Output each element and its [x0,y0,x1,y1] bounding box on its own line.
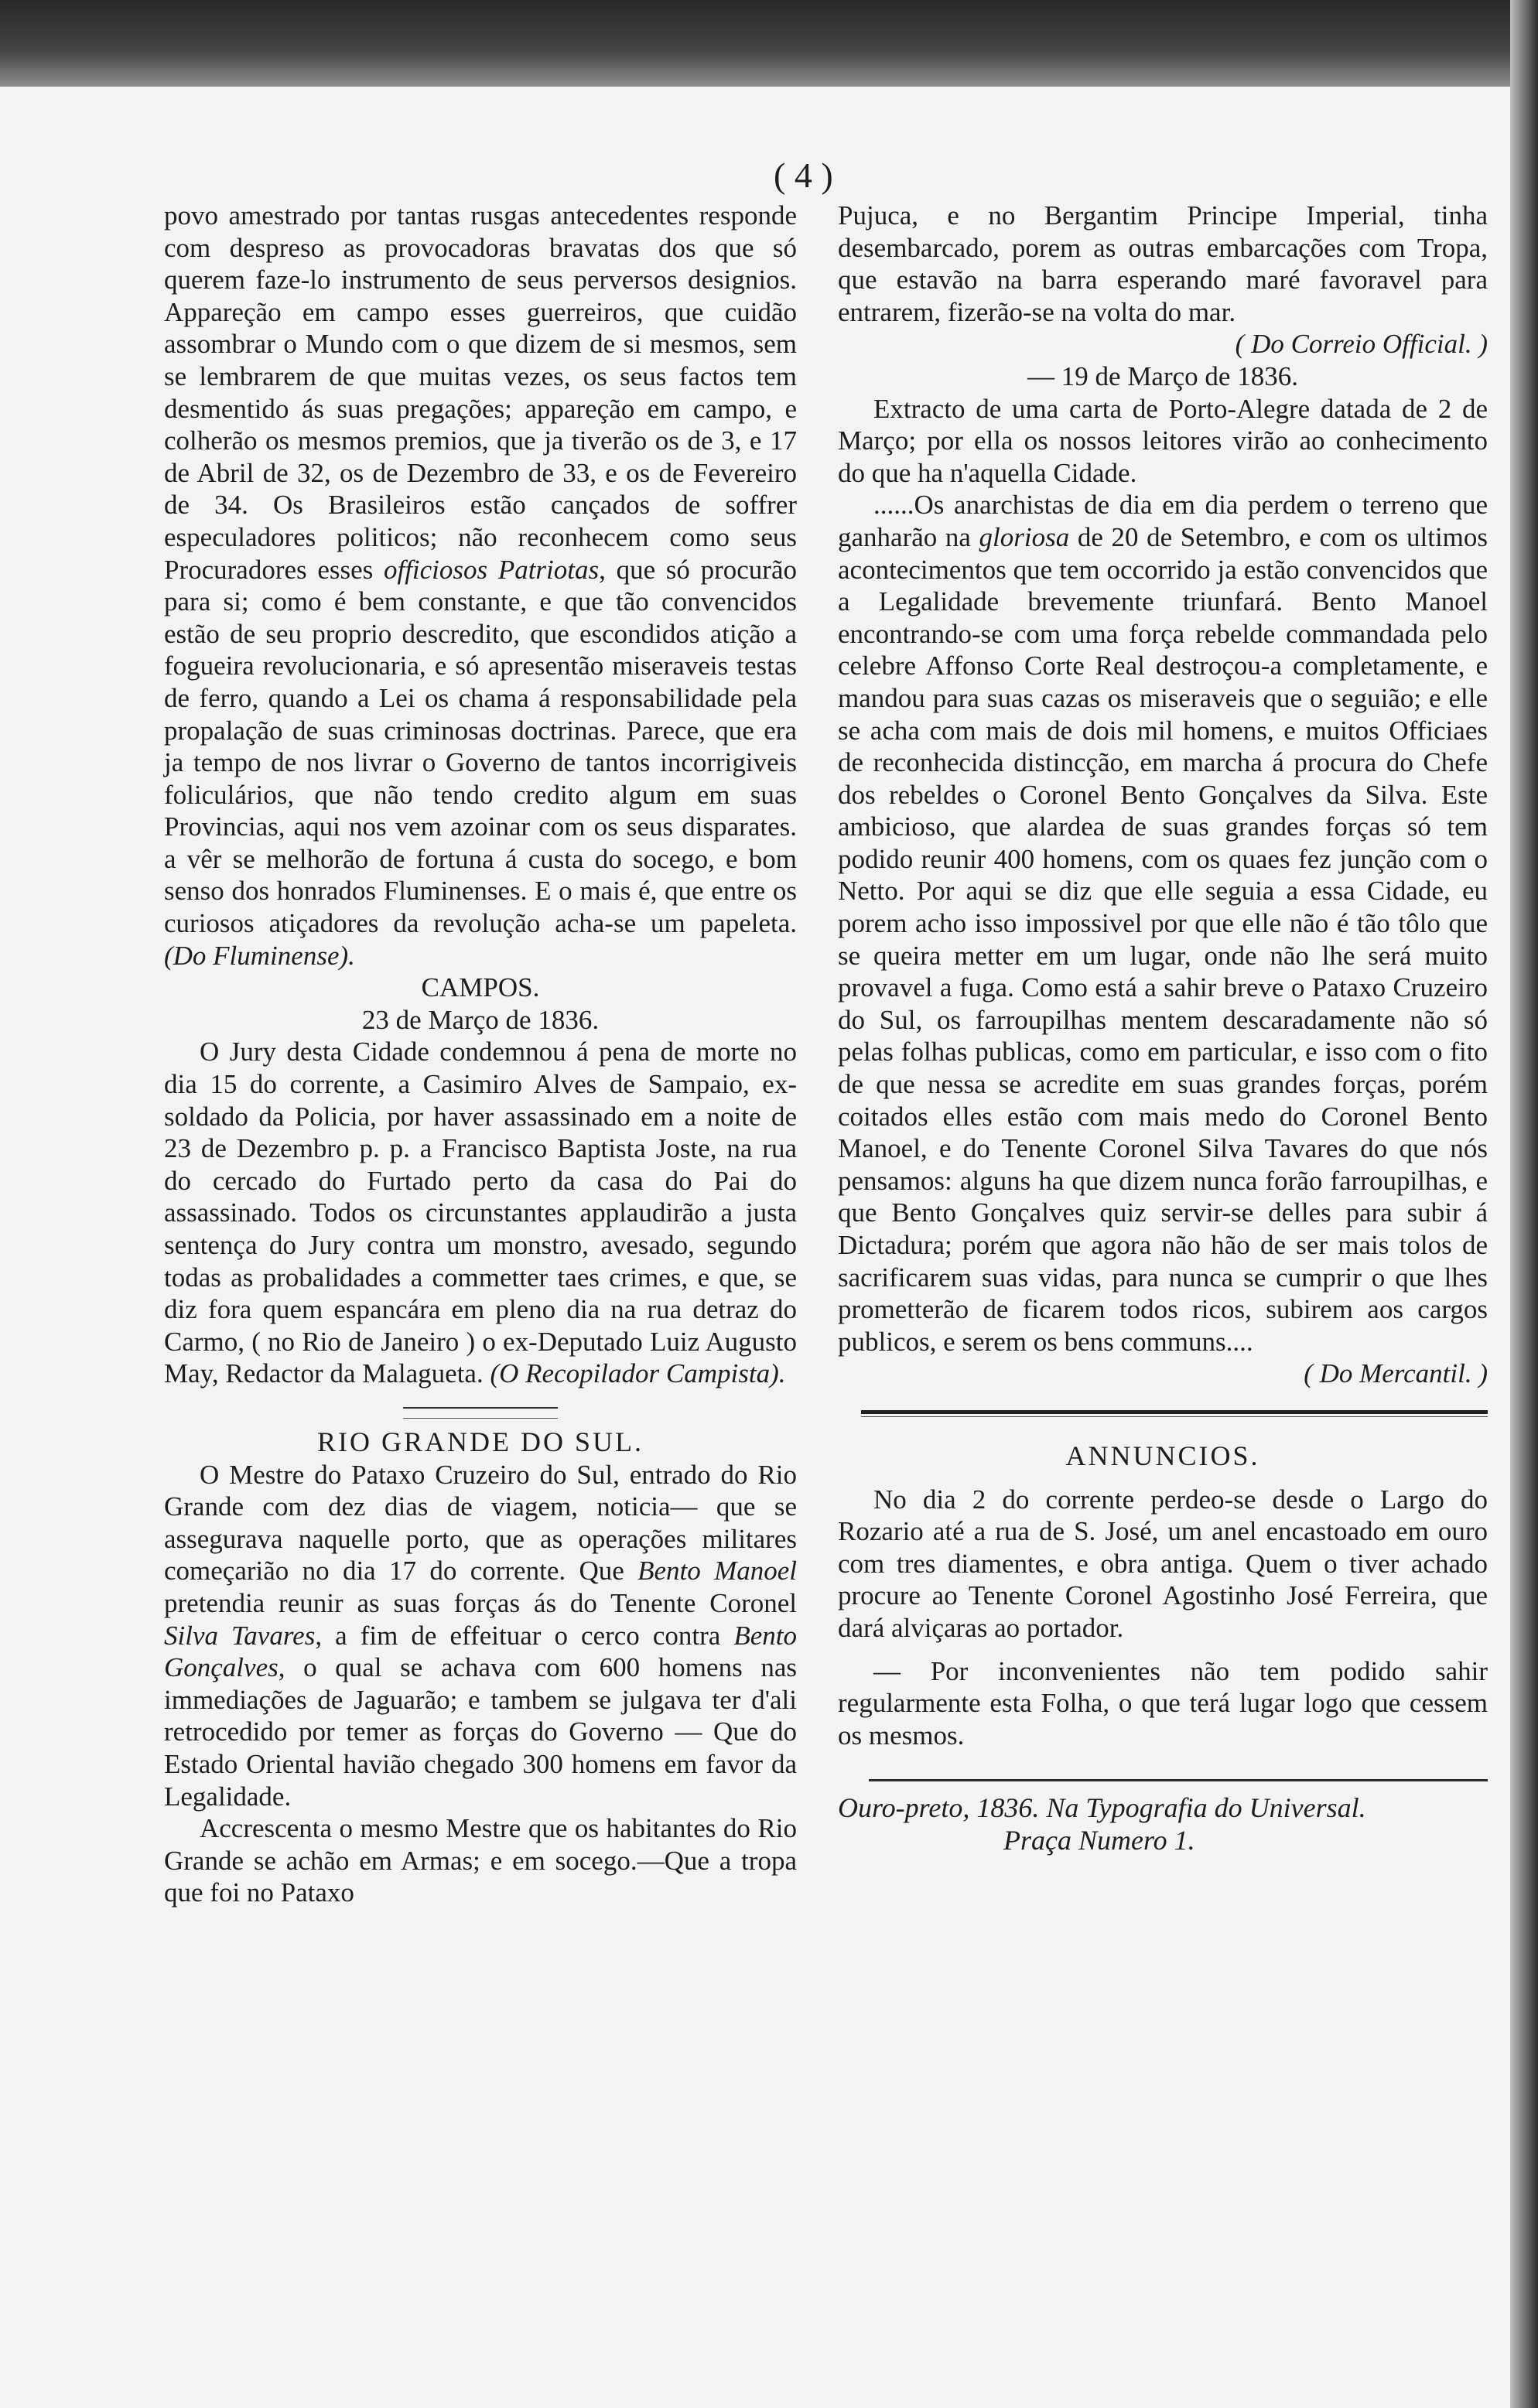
article-rio-grande [164,1459,797,1813]
italic-name: Bento Gonçalves [164,1620,797,1683]
scan-binding-edge [1510,0,1538,2408]
section-heading-campos: CAMPOS. [421,972,540,1003]
article-text: pretendia reunir as suas forças ás do Tenente Coronel [164,1587,797,1618]
article-text: O Jury desta Cidade condemnou á pena de morte no dia 15 do corrente, a Casimiro Alves de Sampaio, ex-soldado da Policia, por haver assassinado em a noite de 23 de Dezembro p. p. a Francisco Baptista Joste, na rua do cercado do Furtado perto da casa do Pai do assassinado. Todos os circunstantes applaudirão a justa sentença do Jury contra um monstro, avesado, segundo todas as probalidades a commetter taes crimes, e que, se diz fora quem espancára em pleno dia na rua detraz do Carmo, ( no Rio de Janeiro ) o ex-Deputado Luiz Augusto May, Redactor da Malagueta. [164,1037,797,1389]
article-text: povo amestrado por tantas rusgas antecedentes responde com despreso as provocadoras bravatas dos que só querem faze-lo instrumento de seus perversos designios. Appareção em campo esses guerreiros, que cuidão assombrar o Mundo com o que dizem de si mesmos, sem se lembrarem de que muitas vezes, os seus factos tem desmentido ás suas pregações; appareção em campo, e colherão os mesmos premios, que ja tiverão os de 3, e 17 de Abril de 32, os de Dezembro de 33, e os de Fevereiro de 34. Os Brasileiros estão cançados de soffrer especuladores politicos; não reconhecem como seus Procuradores esses [164,200,797,585]
announcement-notice: — Por inconvenientes não tem podido sahir regularmente esta Folha, o que terá lugar logo que cessem os mesmos. [838,1655,1488,1750]
letter-text [838,489,1488,1358]
imprint-address: Praça Numero 1. [1003,1824,1195,1856]
italic-name: Bento Manoel [637,1556,797,1587]
source-citation: ( Do Mercantil. ) [1304,1358,1488,1389]
article-text: , que só procurão para si; como é bem constante, e que tão convencidos estão de seu proprio descredito, que escondidos atição a fogueira revolucionaria, e só apresentão miseraveis testas de ferro, quando a Lei os chama á responsabilidade pela propalação de suas criminosas doctrinas. Parece, que era ja tempo de nos livrar o Governo de tantos incorrigiveis foliculários, que não tendo credito algum em suas Provincias, aqui nos vem azoinar com os seus disparates. a vêr se melhorão de fortuna á custa do socego, e bom senso dos honrados Fluminenses. E o mais é, que entre os curiosos atiçadores da revolução acha-se um papeleta. [164,554,797,939]
letter-intro: Extracto de uma carta de Porto-Alegre datada de 2 de Março; por ella os nossos leitores virão ao conhecimento do que ha n'aquella Cidade. [838,393,1488,488]
dateline: — 19 de Março de 1836. [1027,360,1298,391]
source-citation: (O Recopilador Campista). [490,1358,786,1389]
italic-phrase: officiosos Patriotas [383,554,600,585]
ornamental-divider [403,1407,558,1419]
left-column [164,200,797,1909]
article-text: , o qual se achava com 600 homens nas immediações de Jaguarão; e tambem se julgava ter d'ali retrocedido por temer as forças do Governo — Que do Estado Oriental havião chegado 300 homens em favor da Legalidade. [164,1652,797,1812]
scan-dark-border [0,0,1538,93]
italic-phrase: gloriosa [979,521,1070,552]
section-heading-rio-grande: RIO GRANDE DO SUL. [317,1426,644,1457]
source-citation: (Do Fluminense). [164,940,355,971]
imprint-line: Ouro-preto, 1836. Na Typografia do Universal. [838,1792,1366,1824]
section-heading-annuncios: ANNUNCIOS. [1065,1440,1260,1471]
announcement-lost-ring: No dia 2 do corrente perdeo-se desde o Largo do Rozario até a rua de S. José, um anel encastoado em ouro com tres diamentes, e obra antiga. Quem o tiver achado procure ao Tenente Coronel Agostinho José Ferreira, que dará alviçaras ao portador. [838,1484,1488,1643]
article-fluminense [164,200,797,972]
article-text: ......Os anarchistas de dia em dia perdem o terreno que ganharão na [838,490,1488,552]
dateline: 23 de Março de 1836. [361,1004,600,1035]
article-continuation: Accrescenta o mesmo Mestre que os habitantes do Rio Grande se achão em Armas; e em socego.—Que a tropa que foi no Pataxo [164,1813,797,1908]
article-continued: Pujuca, e no Bergantim Principe Imperial, tinha desembarcado, porem as outras embarcações com Tropa, que estavão na barra esperando maré favoravel para entrarem, fizerão-se na volta do mar. [838,200,1488,327]
article-text: de 20 de Setembro, e com os ultimos acontecimentos que tem occorrido ja estão convencidos que a Legalidade brevemente triunfará. Bento Manoel encontrando-se com uma força rebelde commandada pelo celebre Affonso Corte Real destroçou-a completamente, e mandou para suas cazas os miseraveis que o seguião; e elle se acha com mais de dois mil homens, e muitos Officiaes de reconhecida distincção, em marcha á procura do Chefe dos rebeldes o Coronel Bento Gonçalves da Silva. Este ambicioso, que alardea de suas grandes forças só tem podido reunir 400 homens, com os quaes fez junção com o Netto. Por aqui se diz que elle seguia a essa Cidade, eu porem acho isso impossivel por que elle não é tão tôlo que se queira metter em um lugar, onde não lhe será muito provavel a fuga. Como está a sahir breve o Pataxo Cruzeiro do Sul, os farroupilhas mentem descaradamente não só pelas folhas publicas, como em particular, e isso com o fito de que nessa se acredite em suas grandes forças, porém coitados elles estão com mais medo do Coronel Bento Manoel, e do Tenente Coronel Silva Tavares do que nós pensamos: alguns ha que dizem nunca forão farroupilhas, e que Bento Gonçalves quiz servir-se delles para subir á Dictadura; porém que agora não hão de ser mais tolos de sacrificarem suas vidas, para nunca se cumprir o que lhes prometterão de ficarem todos ricos, subirem aos cargos publicos, e serem os bens communs.... [838,521,1488,1357]
article-text: , a fim de effeituar o cerco contra [315,1620,734,1651]
right-column [838,200,1488,1857]
article-jury [164,1036,797,1390]
page-number: ( 4 ) [774,155,833,195]
source-citation: ( Do Correio Official. ) [1235,329,1488,360]
italic-name: Silva Tavares [164,1620,316,1651]
article-text: O Mestre do Pataxo Cruzeiro do Sul, entrado do Rio Grande com dez dias de viagem, noticia— que se assegurava naquelle porto, que as operações militares começarião no dia 17 do corrente. Que [164,1459,797,1587]
section-rule [861,1410,1488,1417]
imprint-rule [869,1779,1488,1781]
